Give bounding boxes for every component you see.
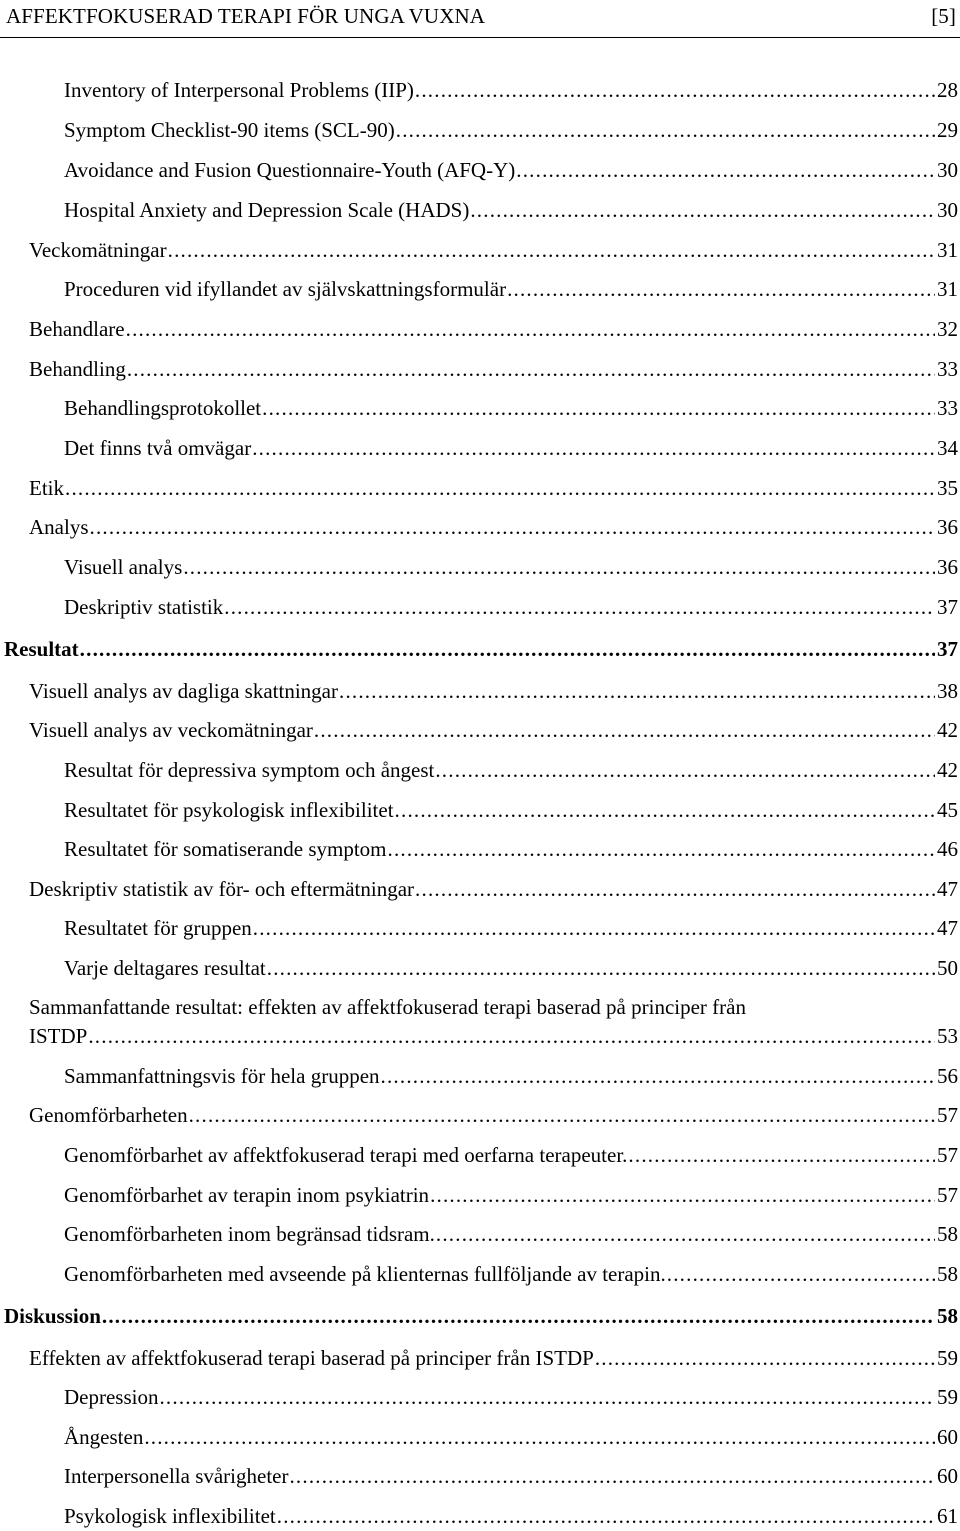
toc-entry[interactable] [64, 553, 958, 582]
toc-entry-page: 30 [937, 198, 958, 222]
toc-entry-page: 47 [937, 916, 958, 940]
toc-entry-page: 36 [937, 555, 958, 579]
dot-leader [88, 1022, 935, 1051]
toc-entry-page: 34 [937, 436, 958, 460]
toc-entry-title: Sammanfattande resultat: effekten av affektfokuserad terapi baserad på principer från [29, 995, 746, 1019]
toc-entry-page: 35 [937, 476, 958, 500]
toc-entry[interactable] [64, 1423, 958, 1452]
toc-entry-title: Deskriptiv statistik [64, 595, 224, 619]
toc-entry-page: 59 [937, 1346, 958, 1370]
toc-entry-page: 60 [937, 1425, 958, 1449]
toc-entry-page: 46 [937, 837, 958, 861]
page-header [6, 4, 956, 32]
toc-entry-title: Behandling [29, 357, 126, 381]
toc-entry-title: Proceduren vid ifyllandet av självskattningsformulär [64, 277, 507, 301]
dot-leader [126, 315, 935, 344]
toc-entry-title: Analys [29, 515, 89, 539]
page-number: [5] [931, 4, 956, 28]
dot-leader [252, 434, 935, 463]
toc-entry-page: 42 [937, 758, 958, 782]
toc-entry[interactable] [29, 716, 958, 745]
dot-leader [516, 156, 935, 185]
toc-entry[interactable] [64, 914, 958, 943]
toc-entry-page: 58 [937, 1304, 958, 1328]
toc-entry-chapter[interactable] [4, 1302, 958, 1331]
dot-leader [430, 1181, 935, 1210]
toc-entry-page: 61 [937, 1504, 958, 1528]
toc-entry-title: Genomförbarhet av terapin inom psykiatrin [64, 1183, 430, 1207]
toc-entry-page: 37 [937, 595, 958, 619]
header-rule [0, 37, 960, 38]
toc-entry-page: 33 [937, 396, 958, 420]
toc-entry-title: Resultatet för somatiserande symptom [64, 837, 387, 861]
dot-leader [595, 1344, 935, 1373]
dot-leader [415, 875, 935, 904]
dot-leader [289, 1462, 935, 1491]
toc-entry-page: 31 [937, 238, 958, 262]
dot-leader [396, 116, 935, 145]
toc-entry[interactable] [64, 1181, 958, 1210]
dot-leader [507, 275, 935, 304]
dot-leader [415, 76, 935, 105]
toc-entry-title: Genomförbarheten med avseende på klienternas fullföljande av terapin. [64, 1262, 666, 1286]
toc-entry[interactable] [64, 116, 958, 145]
toc-entry[interactable] [29, 1101, 958, 1130]
dot-leader [277, 1502, 935, 1531]
toc-entry[interactable] [64, 1220, 958, 1249]
dot-leader [314, 716, 935, 745]
toc-entry[interactable] [29, 474, 958, 503]
toc-entry[interactable] [64, 394, 958, 423]
dot-leader [470, 196, 935, 225]
toc-entry-title: Genomförbarhet av affektfokuserad terapi med oerfarna terapeuter. [64, 1143, 628, 1167]
toc-entry-title: Interpersonella svårigheter [64, 1464, 289, 1488]
toc-entry-title: Behandlare [29, 317, 125, 341]
dot-leader [339, 677, 935, 706]
dot-leader [262, 394, 935, 423]
toc-entry-title: Det finns två omvägar [64, 436, 252, 460]
toc-entry-title: Genomförbarheten [29, 1103, 188, 1127]
toc-entry-page: 42 [937, 718, 958, 742]
toc-entry[interactable] [29, 315, 958, 344]
toc-entry-wrapped[interactable] [29, 993, 958, 1051]
toc-entry-title: Diskussion [4, 1304, 101, 1328]
toc-entry-page: 47 [937, 877, 958, 901]
toc-entry-title: Symptom Checklist-90 items (SCL-90) [64, 118, 395, 142]
toc-entry[interactable] [29, 875, 958, 904]
toc-entry[interactable] [64, 196, 958, 225]
dot-leader [102, 1302, 935, 1331]
toc-entry[interactable] [29, 236, 958, 265]
dot-leader [381, 1062, 935, 1091]
toc-entry-title: Behandlingsprotokollet [64, 396, 262, 420]
toc-entry-page: 28 [937, 78, 958, 102]
toc-entry[interactable] [64, 1462, 958, 1491]
toc-entry[interactable] [64, 593, 958, 622]
toc-entry-title: Genomförbarheten inom begränsad tidsram. [64, 1222, 435, 1246]
toc-entry-page: 36 [937, 515, 958, 539]
toc-entry-title: Effekten av affektfokuserad terapi baserad på principer från ISTDP [29, 1346, 594, 1370]
toc-entry-page: 50 [937, 956, 958, 980]
dot-leader [267, 954, 935, 983]
toc-entry-title: Etik [29, 476, 64, 500]
toc-entry-title: Hospital Anxiety and Depression Scale (HADS) [64, 198, 470, 222]
dot-leader [80, 635, 935, 664]
toc-entry[interactable] [64, 275, 958, 304]
dot-leader [159, 1383, 935, 1412]
toc-entry-title-continued: ISTDP [29, 1024, 88, 1048]
toc-entry[interactable] [64, 1062, 958, 1091]
dot-leader [395, 796, 935, 825]
dot-leader [183, 553, 935, 582]
toc-entry-page: 57 [937, 1143, 958, 1167]
toc-entry-page: 53 [937, 1024, 958, 1048]
toc-entry-title: Ångesten [64, 1425, 144, 1449]
toc-entry-title: Veckomätningar [29, 238, 167, 262]
dot-leader [168, 236, 935, 265]
toc-entry-page: 33 [937, 357, 958, 381]
dot-leader [436, 1220, 935, 1249]
toc-entry[interactable] [64, 1260, 958, 1289]
toc-entry-page: 37 [937, 637, 958, 661]
toc-entry-page: 57 [937, 1183, 958, 1207]
toc-entry[interactable] [29, 513, 958, 542]
toc-entry-page: 31 [937, 277, 958, 301]
toc-entry-page: 60 [937, 1464, 958, 1488]
dot-leader [189, 1101, 935, 1130]
toc-entry-title: Resultatet för gruppen [64, 916, 252, 940]
toc-entry-page: 58 [937, 1262, 958, 1286]
toc-entry-title: Depression [64, 1385, 159, 1409]
toc-entry-continuation [29, 1022, 958, 1051]
toc-entry-title: Resultat för depressiva symptom och ångest [64, 758, 435, 782]
dot-leader [65, 474, 935, 503]
toc-entry[interactable] [64, 1502, 958, 1531]
dot-leader [253, 914, 935, 943]
dot-leader [90, 513, 936, 542]
toc-entry-page: 38 [937, 679, 958, 703]
toc-entry[interactable] [64, 1141, 958, 1170]
dot-leader [127, 355, 935, 384]
toc-entry-page: 58 [937, 1222, 958, 1246]
dot-leader [435, 756, 935, 785]
toc-entry-title: Sammanfattningsvis för hela gruppen [64, 1064, 380, 1088]
toc-entry-title: Psykologisk inflexibilitet [64, 1504, 276, 1528]
toc-entry-title: Deskriptiv statistik av för- och eftermätningar [29, 877, 415, 901]
toc-entry-title: Visuell analys av veckomätningar [29, 718, 313, 742]
toc-entry-title: Inventory of Interpersonal Problems (IIP) [64, 78, 414, 102]
toc-entry-title: Varje deltagares resultat [64, 956, 266, 980]
dot-leader [144, 1423, 935, 1452]
toc-entry-page: 32 [937, 317, 958, 341]
running-title: AFFEKTFOKUSERAD TERAPI FÖR UNGA VUXNA [6, 4, 485, 28]
dot-leader [667, 1260, 935, 1289]
toc-entry[interactable] [64, 756, 958, 785]
toc-entry-page: 30 [937, 158, 958, 182]
toc-entry[interactable] [64, 76, 958, 105]
toc-entry[interactable] [64, 156, 958, 185]
toc-entry-title: Visuell analys [64, 555, 183, 579]
toc-entry-page: 45 [937, 798, 958, 822]
dot-leader [224, 593, 935, 622]
toc-entry[interactable] [64, 835, 958, 864]
toc-entry[interactable] [64, 954, 958, 983]
toc-entry-chapter[interactable] [4, 635, 958, 664]
toc-entry[interactable] [29, 355, 958, 384]
toc-entry[interactable] [64, 796, 958, 825]
toc-entry[interactable] [29, 677, 958, 706]
toc-entry-page: 59 [937, 1385, 958, 1409]
toc-entry[interactable] [64, 1383, 958, 1412]
toc-entry-title: Resultatet för psykologisk inflexibilitet [64, 798, 394, 822]
toc-entry-page: 56 [937, 1064, 958, 1088]
toc-entry-title: Resultat [4, 637, 79, 661]
toc-entry-title: Visuell analys av dagliga skattningar [29, 679, 338, 703]
toc-entry[interactable] [29, 1344, 958, 1373]
toc-entry-page: 29 [937, 118, 958, 142]
toc-entry[interactable] [64, 434, 958, 463]
toc-entry-title: Avoidance and Fusion Questionnaire-Youth (AFQ-Y) [64, 158, 516, 182]
toc-entry-page: 57 [937, 1103, 958, 1127]
dot-leader [388, 835, 935, 864]
dot-leader [628, 1141, 935, 1170]
